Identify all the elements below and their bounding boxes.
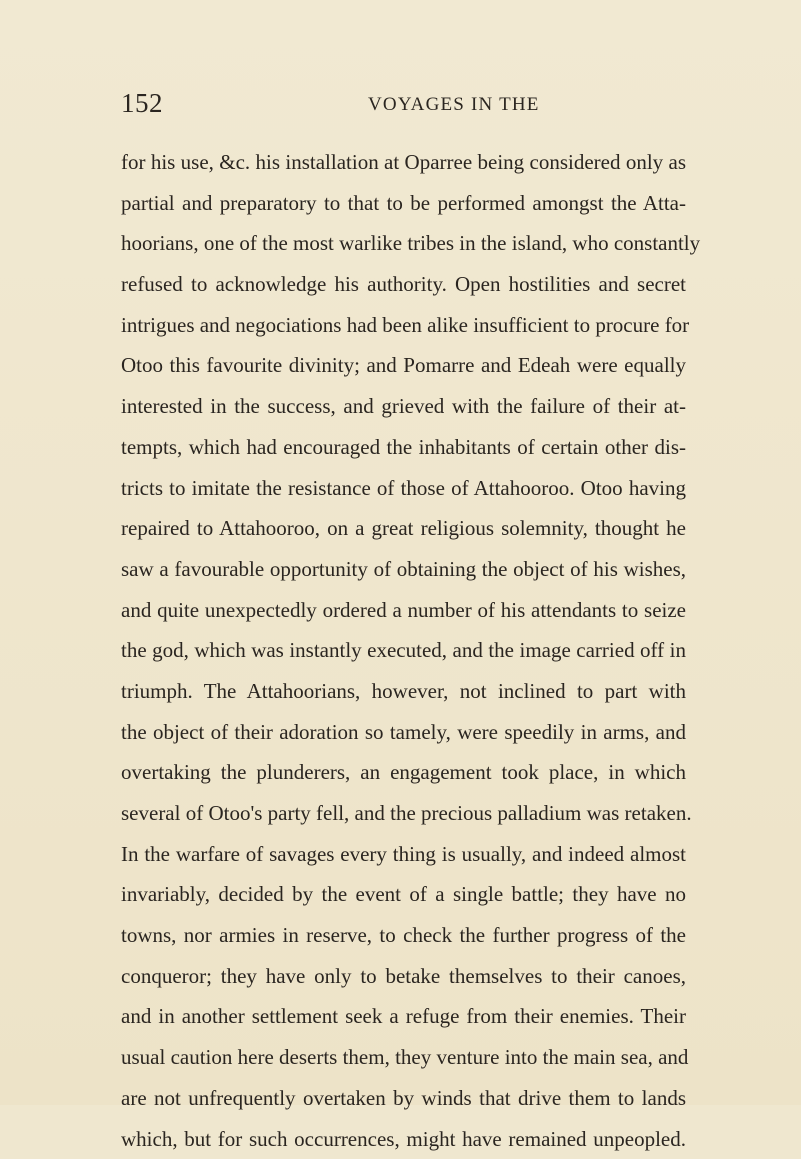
page-number: 152 (121, 88, 163, 119)
text-line: refused to acknowledge his authority. Open hostilities and secret (121, 264, 686, 305)
running-head: VOYAGES IN THE (368, 94, 540, 116)
text-line: repaired to Attahooroo, on a great religious solemnity, thought he (121, 508, 686, 549)
page-header (0, 88, 801, 128)
text-line: partial and preparatory to that to be performed amongst the Atta- (121, 183, 686, 224)
text-line: and in another settlement seek a refuge from their enemies. Their (121, 996, 686, 1037)
text-line: towns, nor armies in reserve, to check the further progress of the (121, 915, 686, 956)
text-line: invariably, decided by the event of a single battle; they have no (121, 874, 686, 915)
text-line: conqueror; they have only to betake themselves to their canoes, (121, 956, 686, 997)
text-line: and quite unexpectedly ordered a number of his attendants to seize (121, 590, 686, 631)
text-line: hoorians, one of the most warlike tribes in the island, who constantly (121, 223, 686, 264)
text-line: for his use, &c. his installation at Oparree being considered only as (121, 142, 686, 183)
body-text (121, 142, 686, 1159)
text-line: the god, which was instantly executed, and the image carried off in (121, 630, 686, 671)
text-line: saw a favourable opportunity of obtaining the object of his wishes, (121, 549, 686, 590)
text-line: tricts to imitate the resistance of those of Attahooroo. Otoo having (121, 468, 686, 509)
text-line: usual caution here deserts them, they venture into the main sea, and (121, 1037, 686, 1078)
text-line: which, but for such occurrences, might have remained unpeopled. (121, 1119, 686, 1159)
text-line: intrigues and negociations had been alike insufficient to procure for (121, 305, 686, 346)
text-line: the object of their adoration so tamely, were speedily in arms, and (121, 712, 686, 753)
text-line: interested in the success, and grieved with the failure of their at- (121, 386, 686, 427)
text-line: are not unfrequently overtaken by winds that drive them to lands (121, 1078, 686, 1119)
text-line: overtaking the plunderers, an engagement took place, in which (121, 752, 686, 793)
text-line: tempts, which had encouraged the inhabitants of certain other dis- (121, 427, 686, 468)
text-line: triumph. The Attahoorians, however, not inclined to part with (121, 671, 686, 712)
text-line: several of Otoo's party fell, and the precious palladium was retaken. (121, 793, 686, 834)
text-line: Otoo this favourite divinity; and Pomarre and Edeah were equally (121, 345, 686, 386)
text-line: In the warfare of savages every thing is usually, and indeed almost (121, 834, 686, 875)
